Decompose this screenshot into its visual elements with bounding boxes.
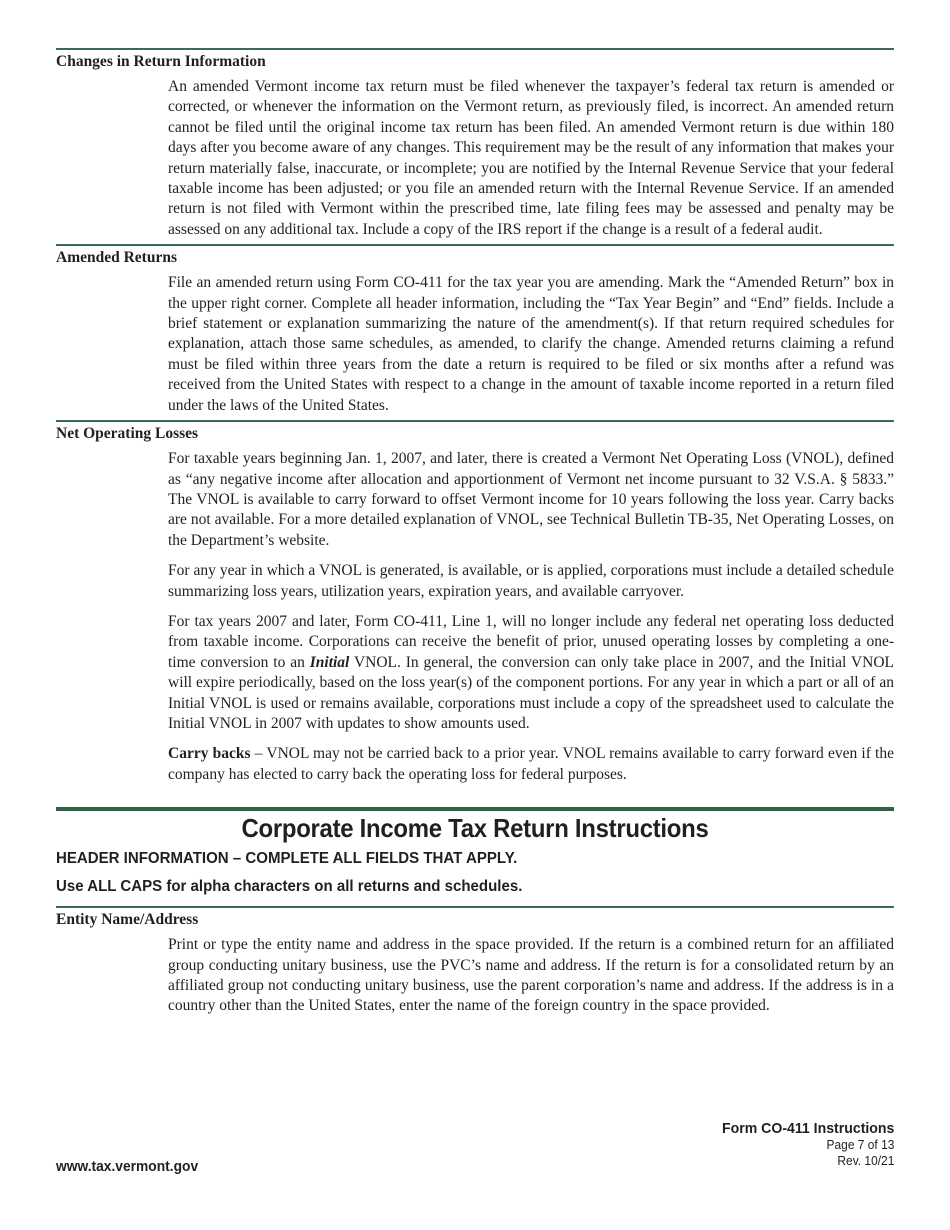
emphasis-initial: Initial: [309, 653, 350, 671]
section-title-amended: Amended Returns: [56, 249, 177, 267]
section-divider: [56, 420, 894, 422]
website-link[interactable]: www.tax.vermont.gov: [56, 1158, 199, 1175]
paragraph: An amended Vermont income tax return must be filed whenever the taxpayer’s federal tax return is amended or corrected, or whenever the information on the Vermont return, as previously filed, is incorrect. An amended return cannot be filed until the original income tax return has been filed. An amended Vermont return is due within 180 days after you become aware of any changes. This requirement may be the result of any information that makes your return materially false, inaccurate, or incomplete; you are notified by the Internal Revenue Service that your federal taxable income has been adjusted; or you file an amended return with the Internal Revenue Service. If an amended return is not filed with Vermont within the prescribed time, late filing fees may be assessed and penalty may be assessed on any additional tax. Include a copy of the IRS report if the change is a result of a federal audit.: [168, 78, 894, 238]
section-body-nol: [168, 449, 894, 785]
page-number: Page 7 of 13: [826, 1137, 894, 1152]
section-body-changes: [168, 77, 894, 240]
text-run: VNOL. In general, the conversion can only take place in 2007, and the Initial VNOL will expire periodically, based on the loss year(s) of the component portions. For any year in which a part or all of an Initial VNOL is used or remains available, corporations must include a copy of the spreadsheet used to calculate the Initial VNOL in 2007 with updates to show amounts used.: [168, 653, 895, 732]
sub-heading-all-caps: Use ALL CAPS for alpha characters on all returns and schedules.: [56, 878, 523, 896]
section-divider: [56, 48, 894, 50]
section-title-entity: Entity Name/Address: [56, 911, 199, 929]
text-run: – VNOL may not be carried back to a prior year. VNOL remains available to carry forward even if the company has elected to carry back the operating loss for federal purposes.: [168, 745, 894, 783]
footer-form-info: [711, 1120, 894, 1169]
section-divider: [56, 906, 894, 908]
bold-lead: Carry backs: [168, 745, 251, 763]
heading-divider: [56, 807, 894, 811]
paragraph: For any year in which a VNOL is generated, is available, or is applied, corporations must include a detailed schedule summarizing loss years, utilization years, expiration years, and available carryover.: [168, 562, 894, 600]
sub-heading-header-info: HEADER INFORMATION – COMPLETE ALL FIELDS THAT APPLY.: [56, 850, 518, 868]
section-title-changes: Changes in Return Information: [56, 53, 266, 70]
form-name: Form CO-411 Instructions: [721, 1120, 894, 1137]
paragraph: For taxable years beginning Jan. 1, 2007, and later, there is created a Vermont Net Operating Loss (VNOL), defined as “any negative income after allocation and apportionment of Vermont net income pursuant to 32 V.S.A. § 5833.” The VNOL is available to carry forward to offset Vermont income for 10 years following the loss year. Carry backs are not available. For a more detailed explanation of VNOL, see Technical Bulletin TB-35, Net Operating Losses, on the Department’s website.: [168, 450, 894, 549]
paragraph: [168, 744, 894, 785]
text-run: For tax years 2007 and later, Form CO-411, Line 1, will no longer include any federal net operating loss deducted from taxable income. Corporations can receive the benefit of prior, unused operating losses by completing a one-time conversion to an: [168, 612, 894, 671]
revision: Rev. 10/21: [837, 1153, 894, 1168]
section-body-entity: [168, 935, 894, 1017]
paragraph: File an amended return using Form CO-411 for the tax year you are amending. Mark the “Amended Return” box in the upper right corner. Complete all header information, including the “Tax Year Begin” and “End” fields. Include a brief statement or explanation summarizing the nature of the amendment(s). If that return required schedules for explanation, attach those same schedules, as amended, to clarify the change. Amended returns claiming a refund must be filed within three years from the date a return is required to be filed or six months after a refund was received from the United States with respect to a change in the amount of taxable income reported in a return filed under the laws of the United States.: [168, 274, 894, 414]
section-title-nol: Net Operating Losses: [56, 425, 199, 443]
section-body-amended: [168, 273, 894, 416]
page-content: [56, 0, 894, 1021]
paragraph: [168, 612, 894, 734]
section-divider: [56, 244, 894, 246]
paragraph: Print or type the entity name and address in the space provided. If the return is a combined return for an affiliated group conducting unitary business, use the PVC’s name and address. If the return is for a consolidated return by an affiliated group not conducting unitary business, use the parent corporation’s name and address. If the address is in a country other than the United States, enter the name of the foreign country in the space provided.: [168, 936, 894, 1015]
page-heading: Corporate Income Tax Return Instructions: [241, 813, 709, 844]
